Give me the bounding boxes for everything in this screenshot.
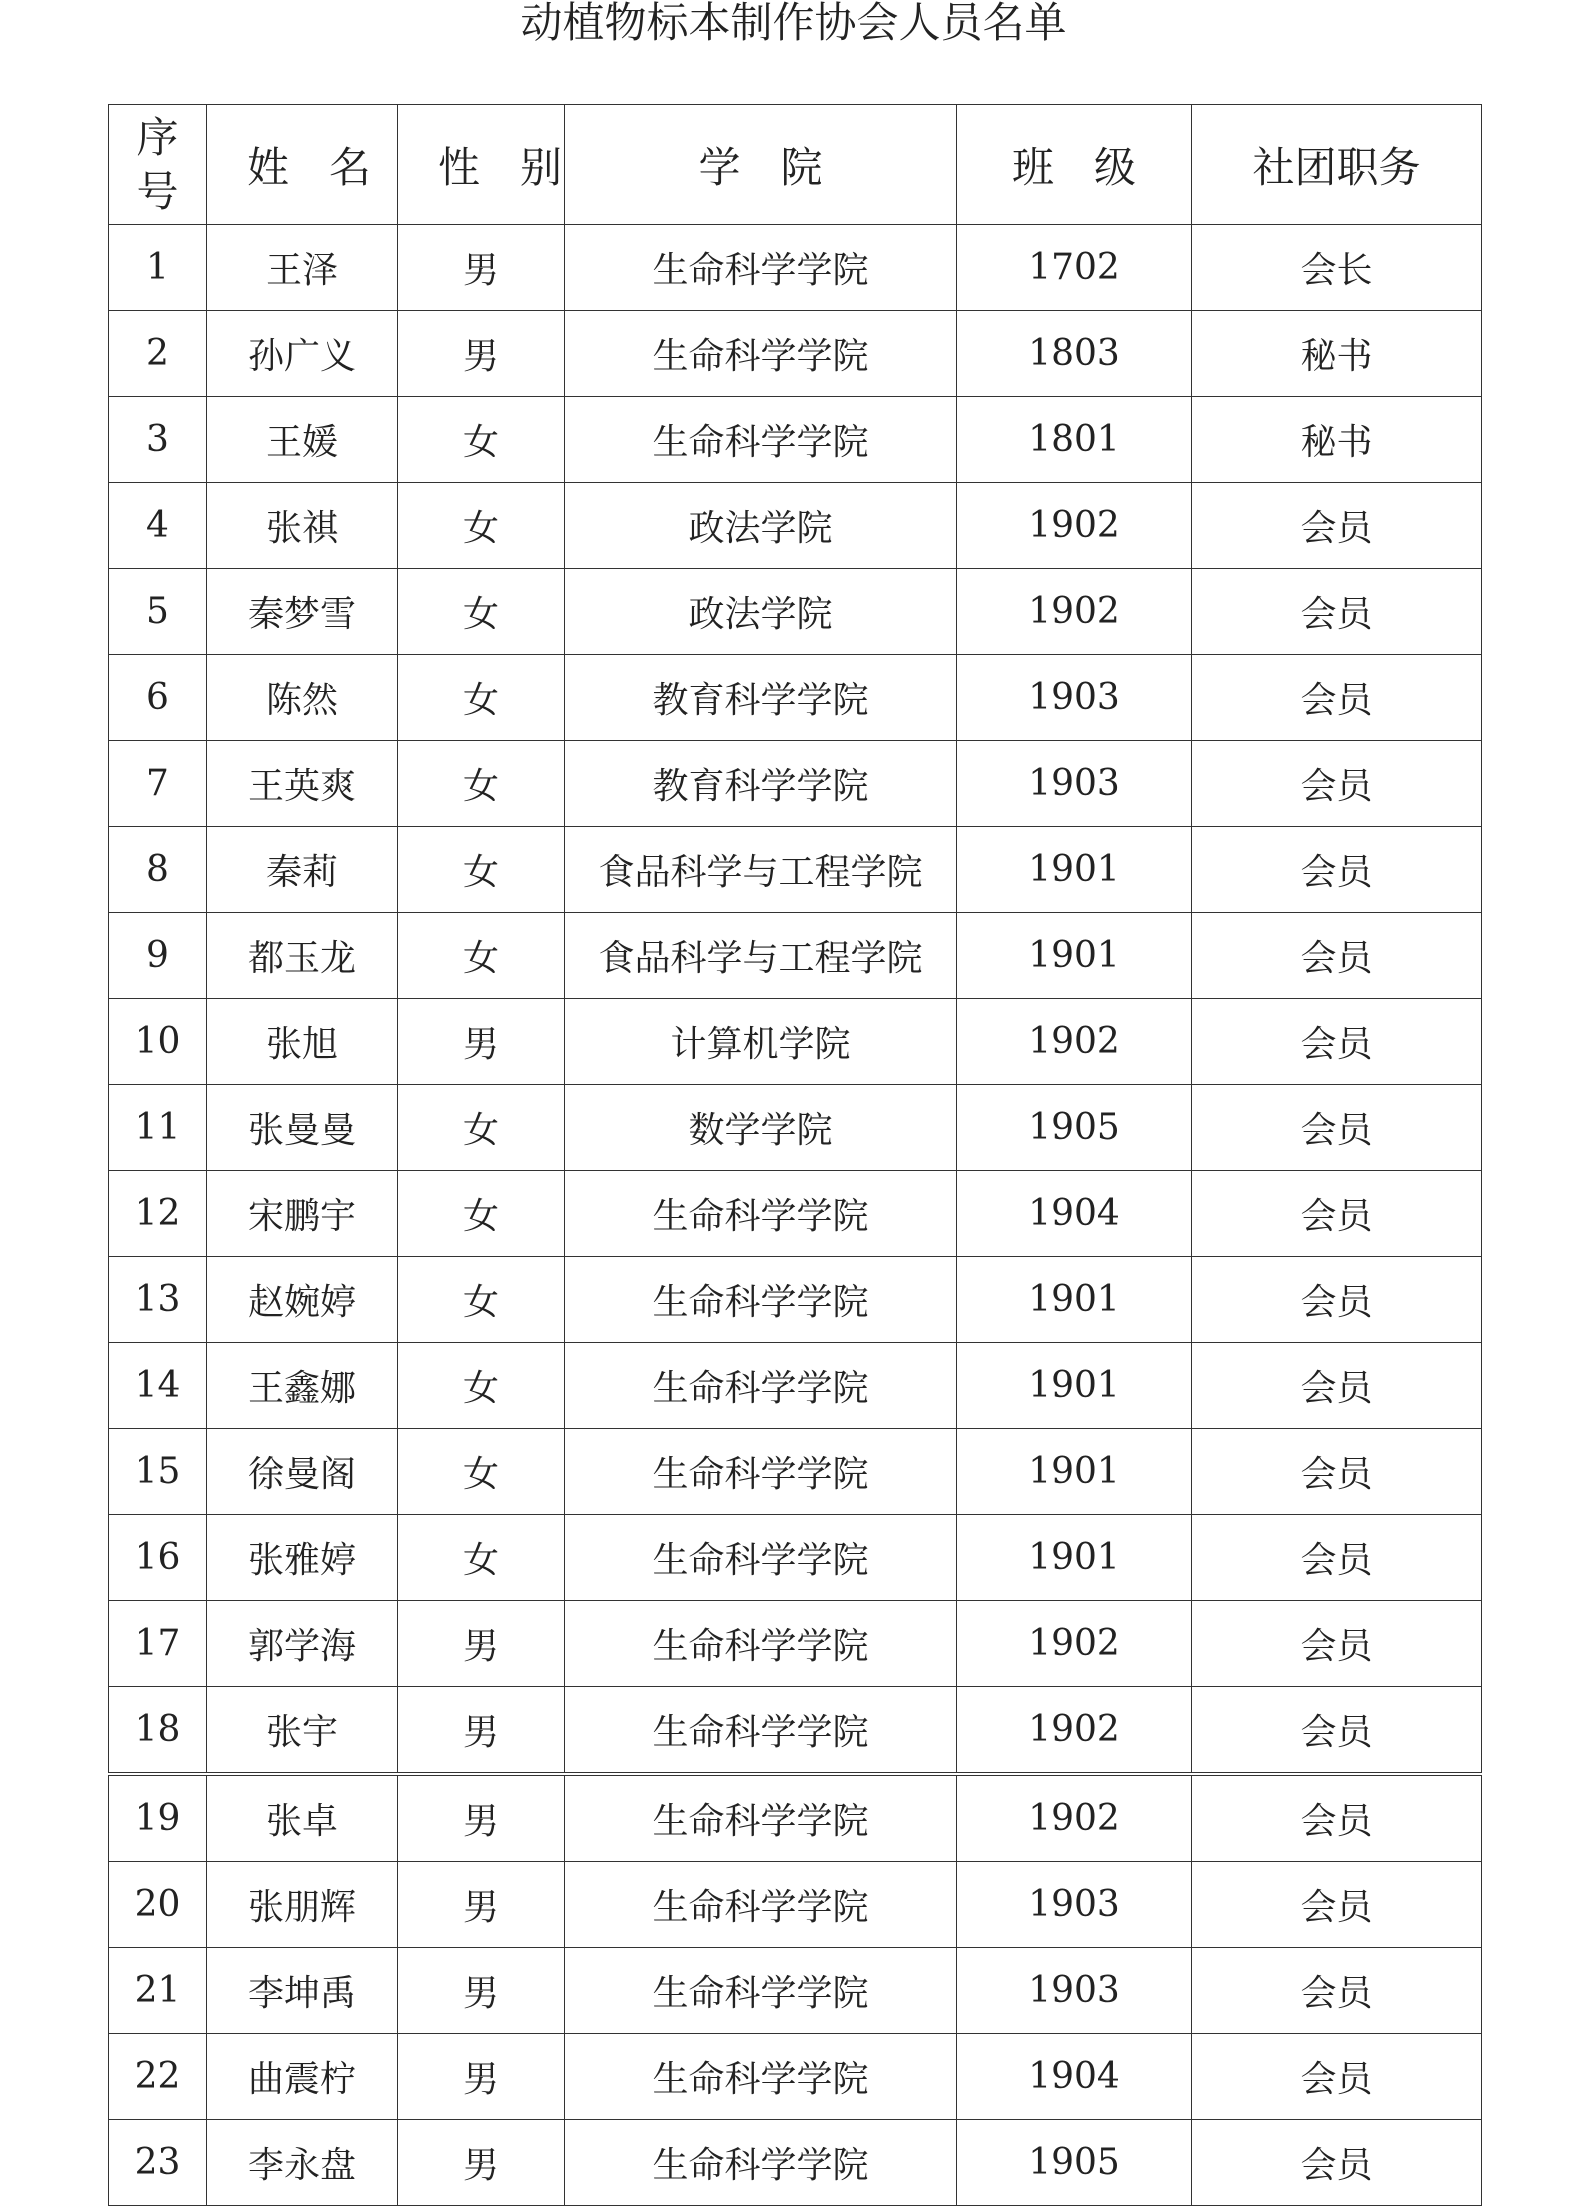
table-row — [109, 1257, 1482, 1343]
cell-college: 计算机学院 — [565, 999, 957, 1085]
table-row — [109, 999, 1482, 1085]
cell-seq: 9 — [109, 913, 207, 999]
cell-name: 张曼曼 — [207, 1085, 398, 1171]
cell-role: 会员 — [1192, 483, 1482, 569]
cell-seq: 1 — [109, 225, 207, 311]
cell-gender: 女 — [398, 1343, 565, 1429]
cell-role: 会员 — [1192, 1687, 1482, 1775]
cell-name: 秦梦雪 — [207, 569, 398, 655]
cell-college: 数学学院 — [565, 1085, 957, 1171]
header-class — [957, 105, 1192, 225]
cell-college: 生命科学学院 — [565, 1515, 957, 1601]
cell-class: 1901 — [957, 827, 1192, 913]
cell-name: 张祺 — [207, 483, 398, 569]
cell-college: 生命科学学院 — [565, 1429, 957, 1515]
cell-gender: 男 — [398, 1601, 565, 1687]
cell-name: 张雅婷 — [207, 1515, 398, 1601]
cell-class: 1903 — [957, 1948, 1192, 2034]
cell-name: 徐曼阁 — [207, 1429, 398, 1515]
cell-gender: 女 — [398, 1429, 565, 1515]
cell-seq: 22 — [109, 2034, 207, 2120]
table-row — [109, 2120, 1482, 2206]
cell-college: 生命科学学院 — [565, 2120, 957, 2206]
cell-name: 都玉龙 — [207, 913, 398, 999]
cell-class: 1905 — [957, 2120, 1192, 2206]
cell-seq: 13 — [109, 1257, 207, 1343]
cell-role: 秘书 — [1192, 311, 1482, 397]
cell-class: 1902 — [957, 1601, 1192, 1687]
header-gender-label: 性别 — [438, 142, 603, 192]
cell-name: 李坤禹 — [207, 1948, 398, 2034]
cell-name: 张卓 — [207, 1774, 398, 1862]
cell-role: 会员 — [1192, 655, 1482, 741]
table-row — [109, 1171, 1482, 1257]
cell-role: 会员 — [1192, 913, 1482, 999]
cell-seq: 19 — [109, 1774, 207, 1862]
cell-gender: 女 — [398, 741, 565, 827]
cell-college: 教育科学学院 — [565, 655, 957, 741]
cell-class: 1901 — [957, 913, 1192, 999]
cell-gender: 男 — [398, 2120, 565, 2206]
cell-gender: 女 — [398, 1515, 565, 1601]
cell-name: 王媛 — [207, 397, 398, 483]
cell-role: 会员 — [1192, 2034, 1482, 2120]
cell-seq: 17 — [109, 1601, 207, 1687]
table-row — [109, 913, 1482, 999]
cell-seq: 16 — [109, 1515, 207, 1601]
header-name-label: 姓名 — [247, 142, 412, 192]
cell-name: 孙广义 — [207, 311, 398, 397]
header-name — [207, 105, 412, 225]
header-row — [109, 105, 1482, 225]
cell-seq: 10 — [109, 999, 207, 1085]
cell-name: 张旭 — [207, 999, 398, 1085]
cell-seq: 4 — [109, 483, 207, 569]
cell-class: 1901 — [957, 1257, 1192, 1343]
cell-role: 会员 — [1192, 569, 1482, 655]
cell-college: 生命科学学院 — [565, 1601, 957, 1687]
cell-name: 郭学海 — [207, 1601, 398, 1687]
cell-name: 宋鹏宇 — [207, 1171, 398, 1257]
header-class-label: 班级 — [1011, 142, 1176, 192]
cell-gender: 男 — [398, 1774, 565, 1862]
cell-gender: 女 — [398, 913, 565, 999]
cell-role: 会员 — [1192, 1601, 1482, 1687]
cell-class: 1902 — [957, 999, 1192, 1085]
cell-gender: 女 — [398, 655, 565, 741]
member-table-body — [109, 225, 1482, 2206]
cell-gender: 男 — [398, 1862, 565, 1948]
table-row — [109, 655, 1482, 741]
table-row — [109, 569, 1482, 655]
cell-college: 生命科学学院 — [565, 397, 957, 483]
cell-gender: 女 — [398, 827, 565, 913]
table-row — [109, 225, 1482, 311]
cell-role: 会员 — [1192, 741, 1482, 827]
cell-class: 1902 — [957, 569, 1192, 655]
cell-gender: 女 — [398, 1171, 565, 1257]
cell-seq: 2 — [109, 311, 207, 397]
cell-seq: 23 — [109, 2120, 207, 2206]
cell-gender: 男 — [398, 311, 565, 397]
header-role — [1192, 105, 1482, 225]
cell-seq: 11 — [109, 1085, 207, 1171]
cell-seq: 18 — [109, 1687, 207, 1775]
cell-name: 王英爽 — [207, 741, 398, 827]
header-seq — [109, 105, 207, 225]
cell-class: 1702 — [957, 225, 1192, 311]
cell-college: 生命科学学院 — [565, 2034, 957, 2120]
cell-name: 王鑫娜 — [207, 1343, 398, 1429]
cell-role: 会员 — [1192, 1948, 1482, 2034]
cell-role: 会员 — [1192, 2120, 1482, 2206]
table-row — [109, 1601, 1482, 1687]
cell-college: 生命科学学院 — [565, 1343, 957, 1429]
cell-class: 1904 — [957, 2034, 1192, 2120]
cell-role: 会员 — [1192, 1429, 1482, 1515]
cell-name: 赵婉婷 — [207, 1257, 398, 1343]
cell-role: 会员 — [1192, 1774, 1482, 1862]
table-row — [109, 1429, 1482, 1515]
cell-class: 1901 — [957, 1343, 1192, 1429]
member-table — [108, 104, 1482, 2206]
cell-seq: 6 — [109, 655, 207, 741]
cell-class: 1801 — [957, 397, 1192, 483]
cell-role: 会员 — [1192, 1862, 1482, 1948]
cell-gender: 男 — [398, 999, 565, 1085]
cell-college: 生命科学学院 — [565, 1687, 957, 1775]
cell-seq: 3 — [109, 397, 207, 483]
cell-role: 秘书 — [1192, 397, 1482, 483]
cell-class: 1903 — [957, 1862, 1192, 1948]
cell-seq: 12 — [109, 1171, 207, 1257]
cell-class: 1902 — [957, 1774, 1192, 1862]
cell-class: 1901 — [957, 1429, 1192, 1515]
header-college-label: 学院 — [698, 142, 863, 192]
cell-seq: 5 — [109, 569, 207, 655]
header-college — [565, 105, 957, 225]
cell-college: 政法学院 — [565, 569, 957, 655]
table-row — [109, 741, 1482, 827]
cell-gender: 男 — [398, 225, 565, 311]
cell-seq: 8 — [109, 827, 207, 913]
cell-class: 1903 — [957, 741, 1192, 827]
table-row — [109, 1774, 1482, 1862]
table-row — [109, 1343, 1482, 1429]
cell-college: 生命科学学院 — [565, 1257, 957, 1343]
table-row — [109, 1862, 1482, 1948]
cell-class: 1903 — [957, 655, 1192, 741]
table-row — [109, 1687, 1482, 1775]
cell-college: 食品科学与工程学院 — [565, 827, 957, 913]
cell-role: 会员 — [1192, 1343, 1482, 1429]
header-gender — [398, 105, 603, 225]
table-row — [109, 1948, 1482, 2034]
cell-gender: 男 — [398, 1948, 565, 2034]
cell-college: 生命科学学院 — [565, 311, 957, 397]
cell-college: 生命科学学院 — [565, 1948, 957, 2034]
table-row — [109, 483, 1482, 569]
cell-gender: 男 — [398, 1687, 565, 1775]
cell-gender: 女 — [398, 1257, 565, 1343]
cell-class: 1901 — [957, 1515, 1192, 1601]
member-table-header — [109, 105, 1482, 225]
cell-role: 会员 — [1192, 999, 1482, 1085]
cell-college: 生命科学学院 — [565, 1862, 957, 1948]
cell-class: 1803 — [957, 311, 1192, 397]
page-title: 动植物标本制作协会人员名单 — [520, 0, 1067, 47]
cell-seq: 14 — [109, 1343, 207, 1429]
cell-name: 李永盘 — [207, 2120, 398, 2206]
cell-seq: 21 — [109, 1948, 207, 2034]
header-role-label: 社团职务 — [1252, 142, 1421, 192]
cell-name: 张朋辉 — [207, 1862, 398, 1948]
cell-college: 食品科学与工程学院 — [565, 913, 957, 999]
cell-role: 会员 — [1192, 1085, 1482, 1171]
table-row — [109, 2034, 1482, 2120]
table-row — [109, 1085, 1482, 1171]
cell-college: 生命科学学院 — [565, 1171, 957, 1257]
cell-seq: 7 — [109, 741, 207, 827]
cell-name: 秦莉 — [207, 827, 398, 913]
table-row — [109, 1515, 1482, 1601]
cell-role: 会长 — [1192, 225, 1482, 311]
table-row — [109, 311, 1482, 397]
cell-name: 陈然 — [207, 655, 398, 741]
cell-class: 1904 — [957, 1171, 1192, 1257]
table-row — [109, 827, 1482, 913]
cell-name: 王泽 — [207, 225, 398, 311]
cell-role: 会员 — [1192, 1257, 1482, 1343]
table-row — [109, 397, 1482, 483]
cell-role: 会员 — [1192, 1171, 1482, 1257]
cell-class: 1902 — [957, 483, 1192, 569]
cell-college: 生命科学学院 — [565, 225, 957, 311]
cell-class: 1902 — [957, 1687, 1192, 1775]
cell-name: 曲震柠 — [207, 2034, 398, 2120]
cell-college: 生命科学学院 — [565, 1774, 957, 1862]
cell-name: 张宇 — [207, 1687, 398, 1775]
header-seq-label: 序号 — [136, 112, 179, 216]
cell-role: 会员 — [1192, 827, 1482, 913]
cell-gender: 女 — [398, 569, 565, 655]
cell-role: 会员 — [1192, 1515, 1482, 1601]
cell-class: 1905 — [957, 1085, 1192, 1171]
cell-seq: 15 — [109, 1429, 207, 1515]
cell-gender: 女 — [398, 483, 565, 569]
cell-college: 教育科学学院 — [565, 741, 957, 827]
cell-seq: 20 — [109, 1862, 207, 1948]
cell-college: 政法学院 — [565, 483, 957, 569]
cell-gender: 女 — [398, 397, 565, 483]
cell-gender: 女 — [398, 1085, 565, 1171]
cell-gender: 男 — [398, 2034, 565, 2120]
